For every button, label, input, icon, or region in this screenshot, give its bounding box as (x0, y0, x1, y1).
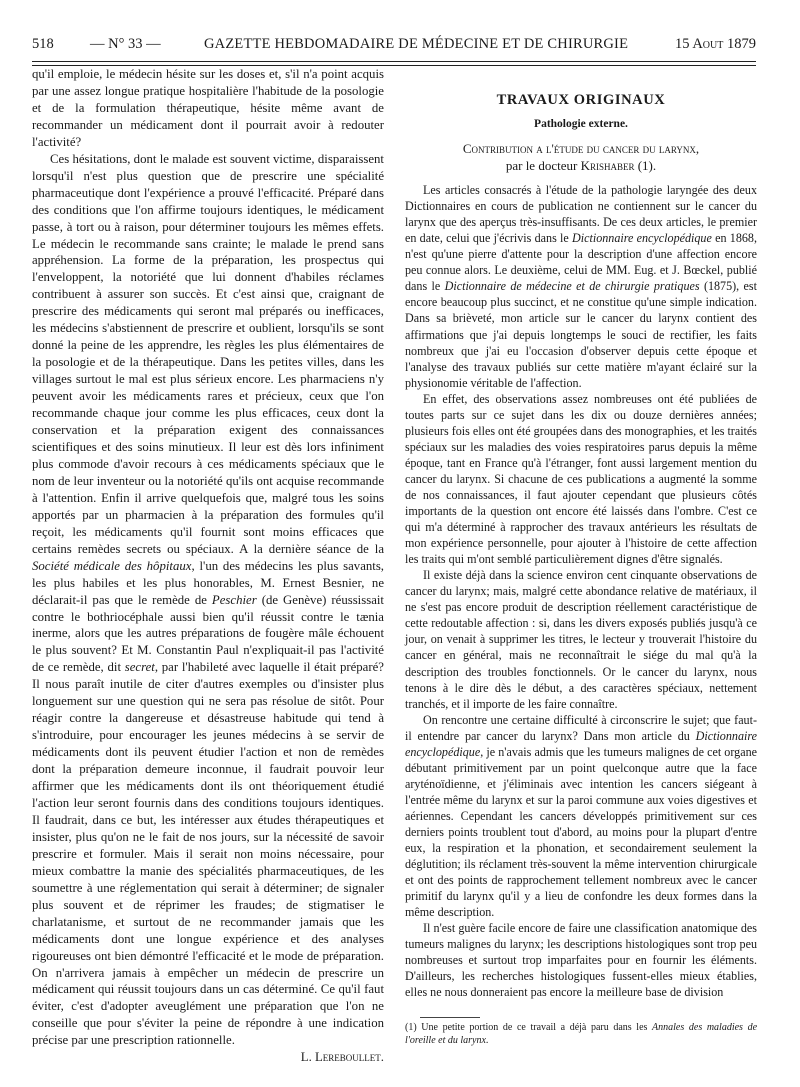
article-title: Contribution a l'étude du cancer du larynx, par le docteur Krishaber (1). (462, 141, 700, 174)
paragraph: Les articles consacrés à l'étude de la pathologie laryngée des deux Dictionnaires en cours de publication ne contiennent sur le cancer du larynx que des aperçus très-insuffisants. De ces deux articles, le premier en date, celui que j'écrivis dans le Dictionnaire encyclopédique en 1868, n'est qu'une pierre d'attente pour la description d'une affection encore peu connue alors. Le deuxième, celui de MM. Eug. et J. Bœckel, publié dans le Dictionnaire de médecine et de chirurgie pratiques (1875), est encore beaucoup plus succinct, et ne constitue qu'une simple indication. Dans sa brièveté, mon article sur le cancer du larynx contient des affirmations que j'ai depuis longtemps le souci de rectifier, les faits nombreux que j'ai eu l'occasion d'observer depuis cette époque et l'analyse des travaux publiés sur cette matière m'ayant éclairé sur la physionomie véritable de l'affection. (405, 183, 758, 390)
emphasis: Peschier (211, 592, 257, 607)
footnote: (1) Une petite portion de ce travail a déjà paru dans les Annales des maladies de l'oreille et du larynx. (405, 1022, 758, 1046)
right-column (405, 66, 757, 1000)
footnote-ref: (1). (637, 158, 657, 174)
footnote-rule (420, 1017, 480, 1018)
article-author: Krishaber (580, 158, 635, 174)
page-number: 518 (32, 36, 54, 52)
emphasis: Dictionnaire encyclopédique (405, 728, 757, 759)
paragraph: qu'il emploie, le médecin hésite sur les doses et, s'il n'a point acquis par une assez longue pratique hospitalière l'habitude de la posologie et de la formulation thérapeutique, hésite même avant de recommander un médicament dont il pourrait avoir à redouter l'activité? (32, 67, 384, 149)
paragraph: Il n'est guère facile encore de faire une classification anatomique des tumeurs malignes du larynx; les descriptions histologiques sont trop peu nombreuses et surtout trop imparfaites pour en fournir les éléments. D'ailleurs, les recherches histologiques fussent-elles mieux établies, elles ne nous donneraient pas encore la meilleure base de division (405, 921, 757, 1000)
paragraph: On rencontre une certaine difficulté à circonscrire le sujet; que faut-il entendre par cancer du larynx? Dans mon article du Dictionnaire encyclopédique, je n'avais admis que les tumeurs malignes de cet organe débutant primitivement par un point quelconque autre que la face aryténoïdienne, et j'éliminais avec intention les cancers siégeant à l'entrée même du larynx et sur la paroi commune aux voies digestives et aériennes. Cependant les cancers développés primitivement sur ces derniers points troublent tout d'abord, au moins pour la plupart d'entre eux, la respiration et la phonation, et secondairement seulement la déglutition; ils réclament très-souvent la même intervention chirurgicale et ont des points de rapprochement tellement nombreux avec le cancer primitif du larynx qu'il y a lieu de confondre les deux formes dans la même description. (405, 712, 757, 920)
subsection-title: Pathologie externe. (534, 118, 628, 131)
emphasis: Dictionnaire encyclopédique (572, 231, 712, 246)
author-signature: L. Lereboullet. (300, 1050, 384, 1065)
section-title: TRAVAUX ORIGINAUX (496, 92, 666, 108)
emphasis: Annales des maladies de l'oreille et du larynx (405, 1022, 758, 1046)
paragraph: Ces hésitations, dont le malade est souvent victime, disparaissent lorsqu'il n'est plus question que de prescrire une spécialité pharmaceutique dont l'expérience a prouvé l'efficacité. Préparé dans des conditions que l'on affirme toujours identiques, le médicament passe, à tort ou à raison, pour déterminer toujours les mêmes effets. Le médecin le recommande sans crainte; le malade le prend sans appréhension. La forme de la préparation, les prospectus qui l'enveloppent, la notoriété que lui donnent d'habiles réclames contribuent à assurer son succès. Et c'est ainsi que, craignant de prescrire des médicaments qui seront mal préparés ou inefficaces, les médecins s'abstiennent de prescrire et oublient, lorsqu'ils se sont donné la peine de les apprendre, les règles les plus élémentaires de la posologie et de la thérapeutique. Dans les petites villes, dans les villages surtout le mal est plus sérieux encore. Les pharmaciens n'y peuvent avoir les médicaments rares et précieux, ceux que l'on recommande chaque jour comme les plus efficaces, ceux dont la conservation et la préparation exigent des connaissances scientifiques et des soins minutieux. Il leur est dès lors infiniment plus commode d'avoir recours à ces médicaments spéciaux que le nom de leur inventeur ou la notoriété qu'ils ont acquise recommande à l'attention. Enfin il arrive quelquefois que, malgré tous les soins apportés par un pharmacien à la préparation des formules qu'il reçoit, les médicaments qu'il fournit sont moins efficaces que certains remèdes secrets ou spéciaux. A la dernière séance de la Société médicale des hôpitaux, l'un des médecins les plus savants, les plus habiles et les plus honorables, M. Ernest Besnier, ne déclarait-il pas que le remède de Peschier (de Genève) réussissait contre le bothriocéphale aussi bien qu'il réussit contre le tænia inerme, alors que les autres préparations de fougère mâle échouent le plus souvent? Et M. Constantin Paul n'expliquait-il pas l'activité de ce remède, dit secret, par l'habileté avec laquelle il était préparé? Il nous paraît inutile de citer d'autres exemples ou d'insister plus longuement sur une question qui ne sera pas résolue de sitôt. Pour réagir contre la dangereuse et désastreuse habitude qui tend à s'introduire, pour encourager les jeunes médecins à se servir de médicaments dont ils peuvent étudier l'action et non de remèdes dont la préparation demeure inconnue, il faudrait pouvoir leur affirmer que les médicaments dont ils ont théoriquement étudié l'action leur seront fournis dans des conditions toujours identiques. Il faudrait, dans ce but, les intéresser aux études thérapeutiques et insister, plus qu'on ne le fait de nos jours, sur la nécessité de savoir prescrire et formuler. Mais il serait non moins nécessaire, pour mieux combattre la manie des spécialités pharmaceutiques, de les soumettre à une réglementation qui serait à déterminer; de signaler plus souvent et de réprimer les fraudes; de stigmatiser le charlatanisme, et surtout de ne recommander jamais que les médicaments dont une longue expérience et des analyses rigoureuses ont bien démontré l'efficacité et le mode de préparation. On n'arrivera jamais à empêcher un médecin de prescrire un médicament qui réussit toujours dans un cas déterminé. Ce qu'il faut éviter, c'est d'adopter aveuglément une préparation que l'on ne conseille que pour s'éviter la peine de répondre à une indication précise par une prescription rationnelle. (32, 151, 385, 1048)
emphasis: Dictionnaire de médecine et de chirurgie pratiques (444, 279, 700, 294)
running-header (32, 36, 756, 58)
left-column (32, 66, 384, 1066)
issue-number: — N° 33 — (90, 36, 161, 52)
paragraph: En effet, des observations assez nombreuses ont été publiées de toutes parts sur ce sujet dans les dix ou douze dernières années; plusieurs fois elles ont été groupées dans des monographies, et les traités spéciaux sur les maladies des voies respiratoires parus depuis la même époque, tant en France qu'à l'étranger, font aussi largement mention du cancer du larynx. Si chacune de ces publications a augmenté la somme de nos connaissances, il faut ajouter cependant que plusieurs côtés importants de la question ont encore été laissés dans l'ombre. C'est ce qui m'a déterminé à rapprocher des travaux antérieurs les résultats de mon expérience personnelle, pour ajouter à l'histoire de cette affection les traits qui m'ont semblé particulièrement dignes d'être signalés. (405, 391, 757, 567)
emphasis: Société médicale des hôpitaux (32, 558, 192, 573)
emphasis: secret (124, 660, 155, 675)
paragraph: Il existe déjà dans la science environ cent cinquante observations de cancer du larynx; mais, malgré cette abondance relative de matériaux, il ne s'est pas encore produit de description réellement caractéristique de cette redoutable affection : si, dans les divers exposés publiés jusqu'à ce jour, on venait à supprimer les titres, le lecteur y trouverait l'histoire du cancer en général, mais ne reconnaîtrait le siége du mal qu'à la description des troubles fonctionnels. Or le cancer du larynx, nous tenons à le dire dès le début, a des caractères spéciaux, nettement tranchés, et il importe de les faire connaître. (405, 568, 757, 711)
journal-title: GAZETTE HEBDOMADAIRE DE MÉDECINE ET DE CHIRURGIE (204, 36, 629, 52)
issue-date: 15 Aout 1879 (675, 36, 756, 52)
